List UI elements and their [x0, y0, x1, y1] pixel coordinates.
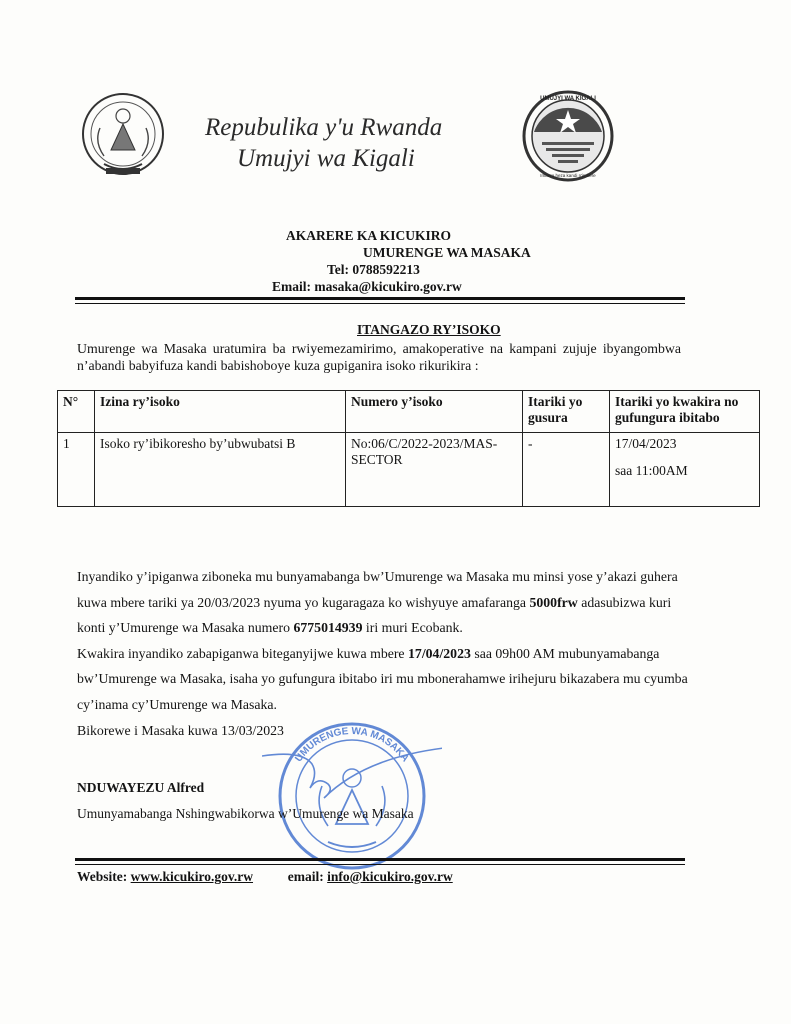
signatory-name: NDUWAYEZU Alfred — [77, 780, 205, 795]
col-name-header: Izina ry’isoko — [95, 391, 346, 433]
paragraph-text: Kwakira inyandiko zabapiganwa biteganyijwe kuwa mbere — [77, 645, 409, 661]
email-label: Email: — [272, 279, 311, 294]
table-row — [58, 433, 760, 507]
paragraph-text: iri muri Ecobank. — [362, 620, 463, 636]
header-rule — [75, 297, 685, 300]
tender-table — [57, 390, 760, 507]
city-line: Umujyi wa Kigali — [237, 145, 415, 172]
row-visit-date: - — [523, 433, 610, 507]
row-number: 1 — [58, 433, 95, 507]
notice-intro: Umurenge wa Masaka uratumira ba rwiyemezamirimo, amakoperative na kampani zujuje ibyangombwa n’abandi babyifuza kandi babishoboye kuza gupiganira isoko rikurikira : — [77, 341, 681, 373]
row-opening-date: 17/04/2023 — [615, 436, 677, 451]
republic-line: Repubulika y'u Rwanda — [205, 114, 443, 141]
header-rule-thin — [75, 303, 685, 304]
fee-amount: 5000frw — [529, 594, 578, 610]
footer-rule-thin — [75, 864, 685, 865]
website-link[interactable]: www.kicukiro.gov.rw — [130, 869, 254, 884]
footer-email-label: email: — [287, 869, 324, 884]
place-and-date: Bikorewe i Masaka kuwa 13/03/2023 — [77, 722, 284, 738]
paragraph-text: Inyandiko y’ipiganwa ziboneka mu bunyamabanga bw’Umurenge wa Masaka mu minsi yose y’akazi guhera kuwa mbere tariki ya 20/03/2023 nyuma yo kugaragaza ko wishyuye amafaranga — [77, 569, 678, 610]
rwanda-coat-of-arms-icon — [78, 88, 168, 184]
footer-rule — [75, 858, 685, 861]
paragraph-documents — [77, 564, 690, 641]
sector-name: UMURENGE WA MASAKA — [363, 245, 531, 260]
col-visit-date-header: Itariki yo gusura — [523, 391, 610, 433]
notice-heading: ITANGAZO RY’ISOKO — [357, 322, 501, 337]
kigali-emblem-motto: Imbere heza kandi n'imbere — [540, 173, 596, 178]
email-address[interactable]: masaka@kicukiro.gov.rw — [314, 279, 462, 294]
submission-date: 17/04/2023 — [408, 645, 471, 661]
row-tender-number: No:06/C/2022-2023/MAS-SECTOR — [346, 433, 523, 507]
district-name: AKARERE KA KICUKIRO — [286, 228, 452, 243]
paragraph-text: adasubizwa kuri konti y’Umurenge wa Masaka numero — [77, 594, 672, 636]
row-tender-name: Isoko ry’ibikoresho by’ubwubatsi B — [95, 433, 346, 507]
letterhead-title — [205, 112, 505, 174]
footer-email-link[interactable]: info@kicukiro.gov.rw — [327, 869, 453, 884]
telephone: Tel: 0788592213 — [327, 262, 420, 277]
kigali-emblem-text: UMUJYI WA KIGALI — [540, 96, 596, 102]
col-opening-date-header: Itariki yo kwakira no gufungura ibitabo — [610, 391, 760, 433]
account-number: 6775014939 — [293, 620, 363, 636]
email-line — [272, 278, 462, 296]
website-label: Website: — [77, 869, 128, 884]
stamp-text: UMURENGE WA MASAKA — [293, 725, 411, 765]
row-opening-time: saa 11:00AM — [615, 463, 688, 478]
paragraph-text: saa 09h00 AM mubunyamabanga bw’Umurenge wa Masaka, isaha yo gufungura ibitabo iri mu mbonerahamwe irihejuru bikazabera mu cyumba cy’inama cy’Umurenge wa Masaka. — [77, 645, 688, 712]
col-tender-number-header: Numero y’isoko — [346, 391, 523, 433]
footer — [77, 869, 453, 885]
signatory-role: Umunyamabanga Nshingwabikorwa w’Umurenge wa Masaka — [77, 806, 414, 821]
col-number-header: N° — [58, 391, 95, 433]
kigali-city-emblem-icon — [520, 88, 616, 184]
row-opening-date-cell — [610, 433, 760, 507]
table-header-row — [58, 391, 760, 433]
